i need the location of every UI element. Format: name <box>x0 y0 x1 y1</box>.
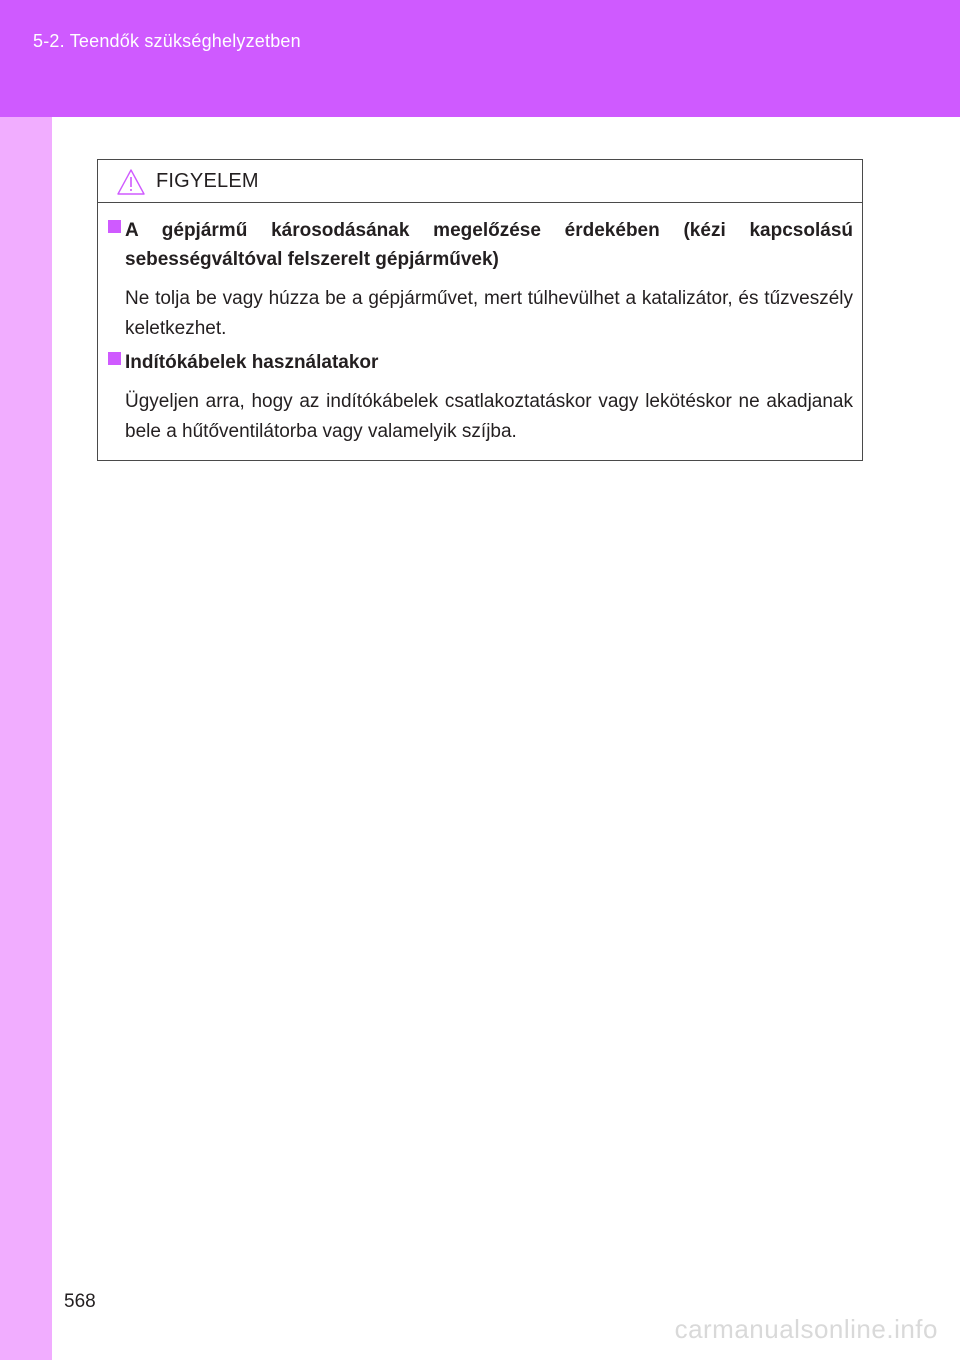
side-band <box>0 117 52 1360</box>
square-bullet-icon <box>108 220 121 233</box>
warning-item <box>107 348 853 447</box>
warning-header <box>98 160 862 203</box>
header-band <box>0 0 960 117</box>
warning-item-title: Indítókábelek használatakor <box>125 352 379 373</box>
square-bullet-icon <box>108 352 121 365</box>
warning-item-text: Ügyeljen arra, hogy az indítókábelek csatlakoztatáskor vagy lekötéskor ne akadjanak bele a hűtőventilátorba vagy valamelyik szíjba. <box>125 391 853 442</box>
warning-triangle-icon <box>116 168 146 196</box>
page-number: 568 <box>64 1291 96 1312</box>
warning-item-text: Ne tolja be vagy húzza be a gépjárművet, mert túlhevülhet a katalizátor, és tűzveszély keletkezhet. <box>125 288 853 339</box>
watermark: carmanualsonline.info <box>674 1314 938 1344</box>
warning-box <box>97 159 863 461</box>
warning-item-title: A gépjármű károsodásának megelőzése érdekében (kézi kapcsolású sebességváltóval felszerelt gépjárművek) <box>125 220 853 270</box>
warning-body <box>98 203 862 447</box>
warning-item <box>107 216 853 344</box>
section-title: 5-2. Teendők szükséghelyzetben <box>33 31 301 51</box>
warning-label: FIGYELEM <box>156 170 259 192</box>
